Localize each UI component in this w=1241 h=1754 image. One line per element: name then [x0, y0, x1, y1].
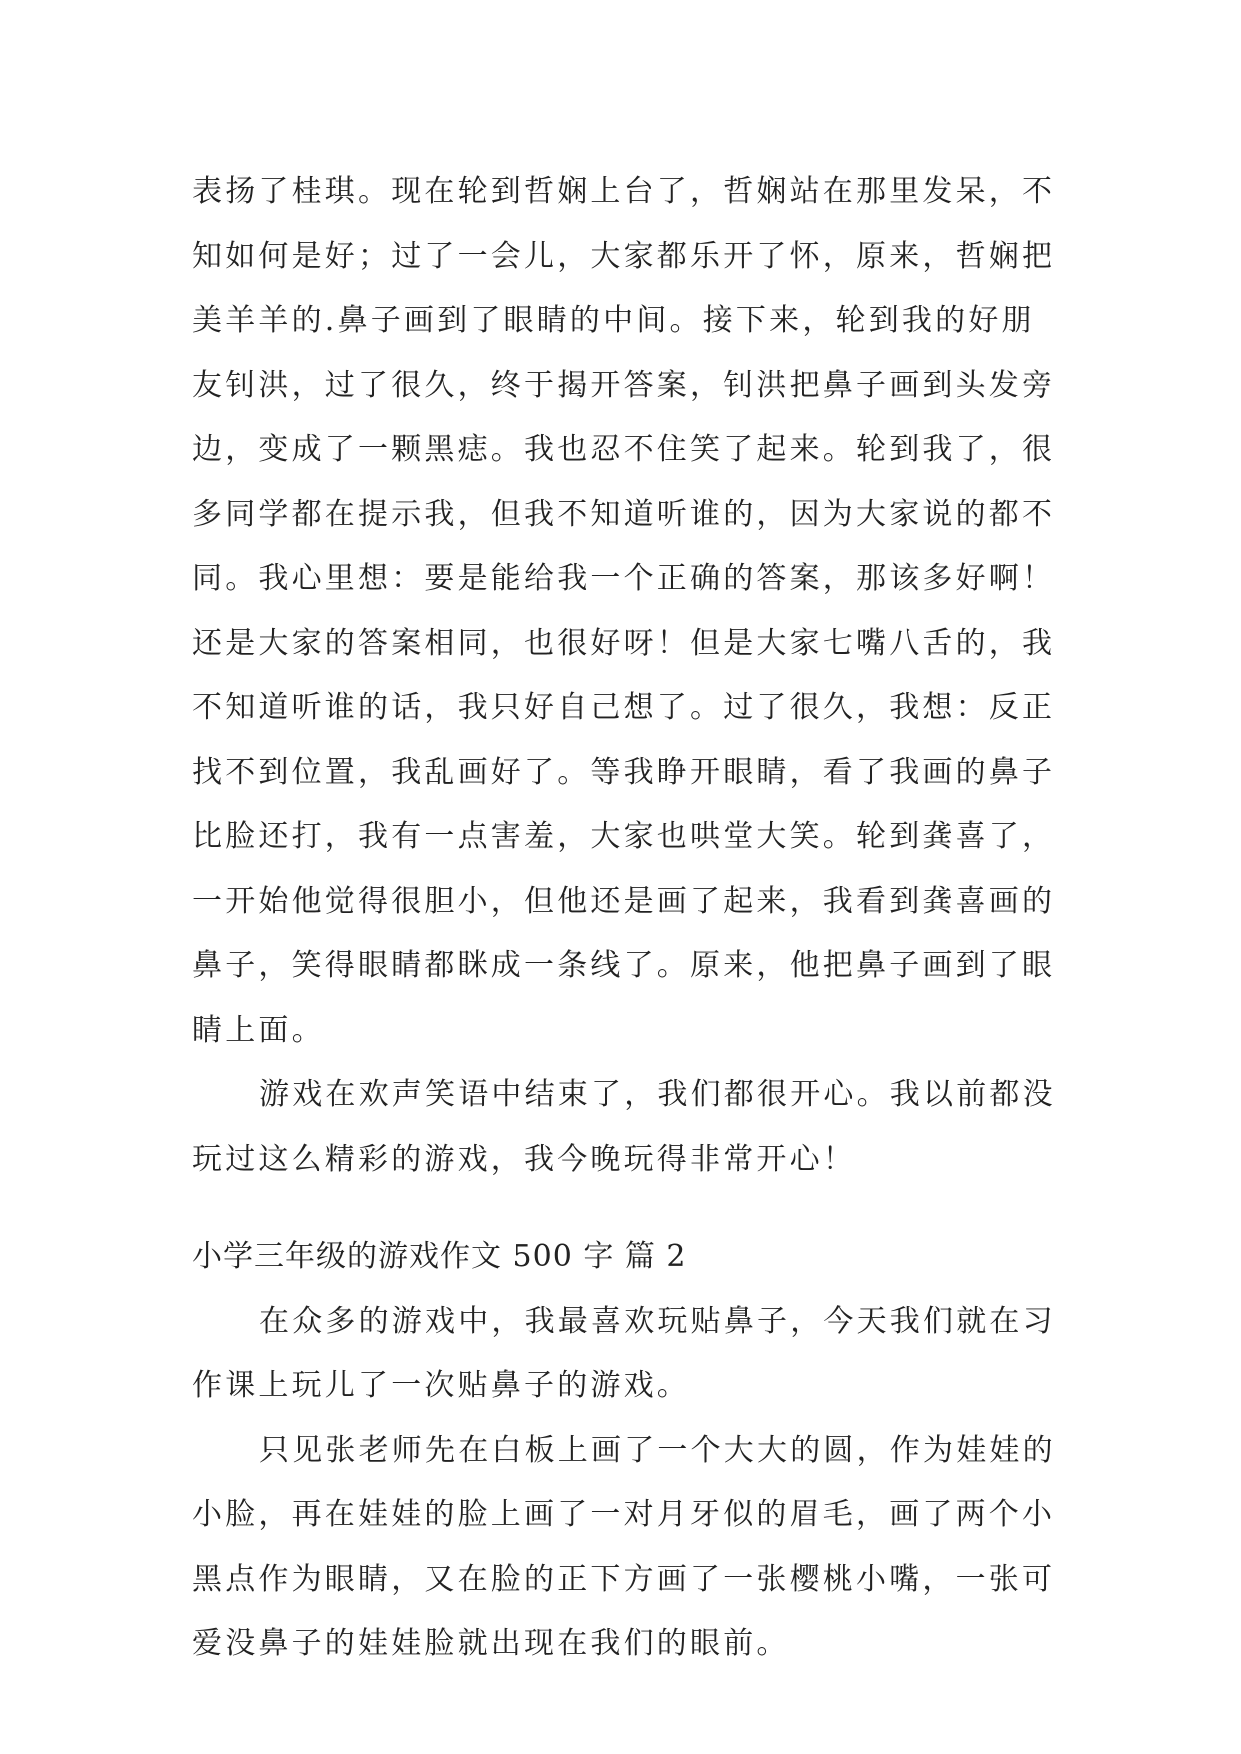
section-heading: 小学三年级的游戏作文 500 字 篇 2	[192, 1239, 687, 1274]
paragraph-game-ending: 游戏在欢声笑语中结束了，我们都很开心。我以前都没玩过这么精彩的游戏，我今晚玩得非常开心！	[192, 1077, 1056, 1177]
paragraph-continued: 表扬了桂琪。现在轮到哲娴上台了，哲娴站在那里发呆，不知如何是好；过了一会儿，大家都乐开了怀，原来，哲娴把美羊羊的.鼻子画到了眼睛的中间。接下来，轮到我的好朋友钊洪，过了很久，终于揭开答案，钊洪把鼻子画到头发旁边，变成了一颗黑痣。我也忍不住笑了起来。轮到我了，很多同学都在提示我，但我不知道听谁的，因为大家说的都不同。我心里想：要是能给我一个正确的答案，那该多好啊！还是大家的答案相同，也很好呀！但是大家七嘴八舌的，我不知道听谁的话，我只好自己想了。过了很久，我想：反正找不到位置，我乱画好了。等我睁开眼睛，看了我画的鼻子比脸还打，我有一点害羞，大家也哄堂大笑。轮到龚喜了，一开始他觉得很胆小，但他还是画了起来，我看到龚喜画的鼻子，笑得眼睛都眯成一条线了。原来，他把鼻子画到了眼睛上面。	[192, 174, 1056, 1048]
paragraph-teacher-drawing: 只见张老师先在白板上画了一个大大的圆，作为娃娃的小脸，再在娃娃的脸上画了一对月牙似的眉毛，画了两个小黑点作为眼睛，又在脸的正下方画了一张樱桃小嘴，一张可爱没鼻子的娃娃脸就出现在我们的眼前。	[192, 1432, 1056, 1661]
document-body	[192, 160, 1062, 1677]
paragraph-intro: 在众多的游戏中，我最喜欢玩贴鼻子，今天我们就在习作课上玩儿了一次贴鼻子的游戏。	[192, 1303, 1056, 1403]
